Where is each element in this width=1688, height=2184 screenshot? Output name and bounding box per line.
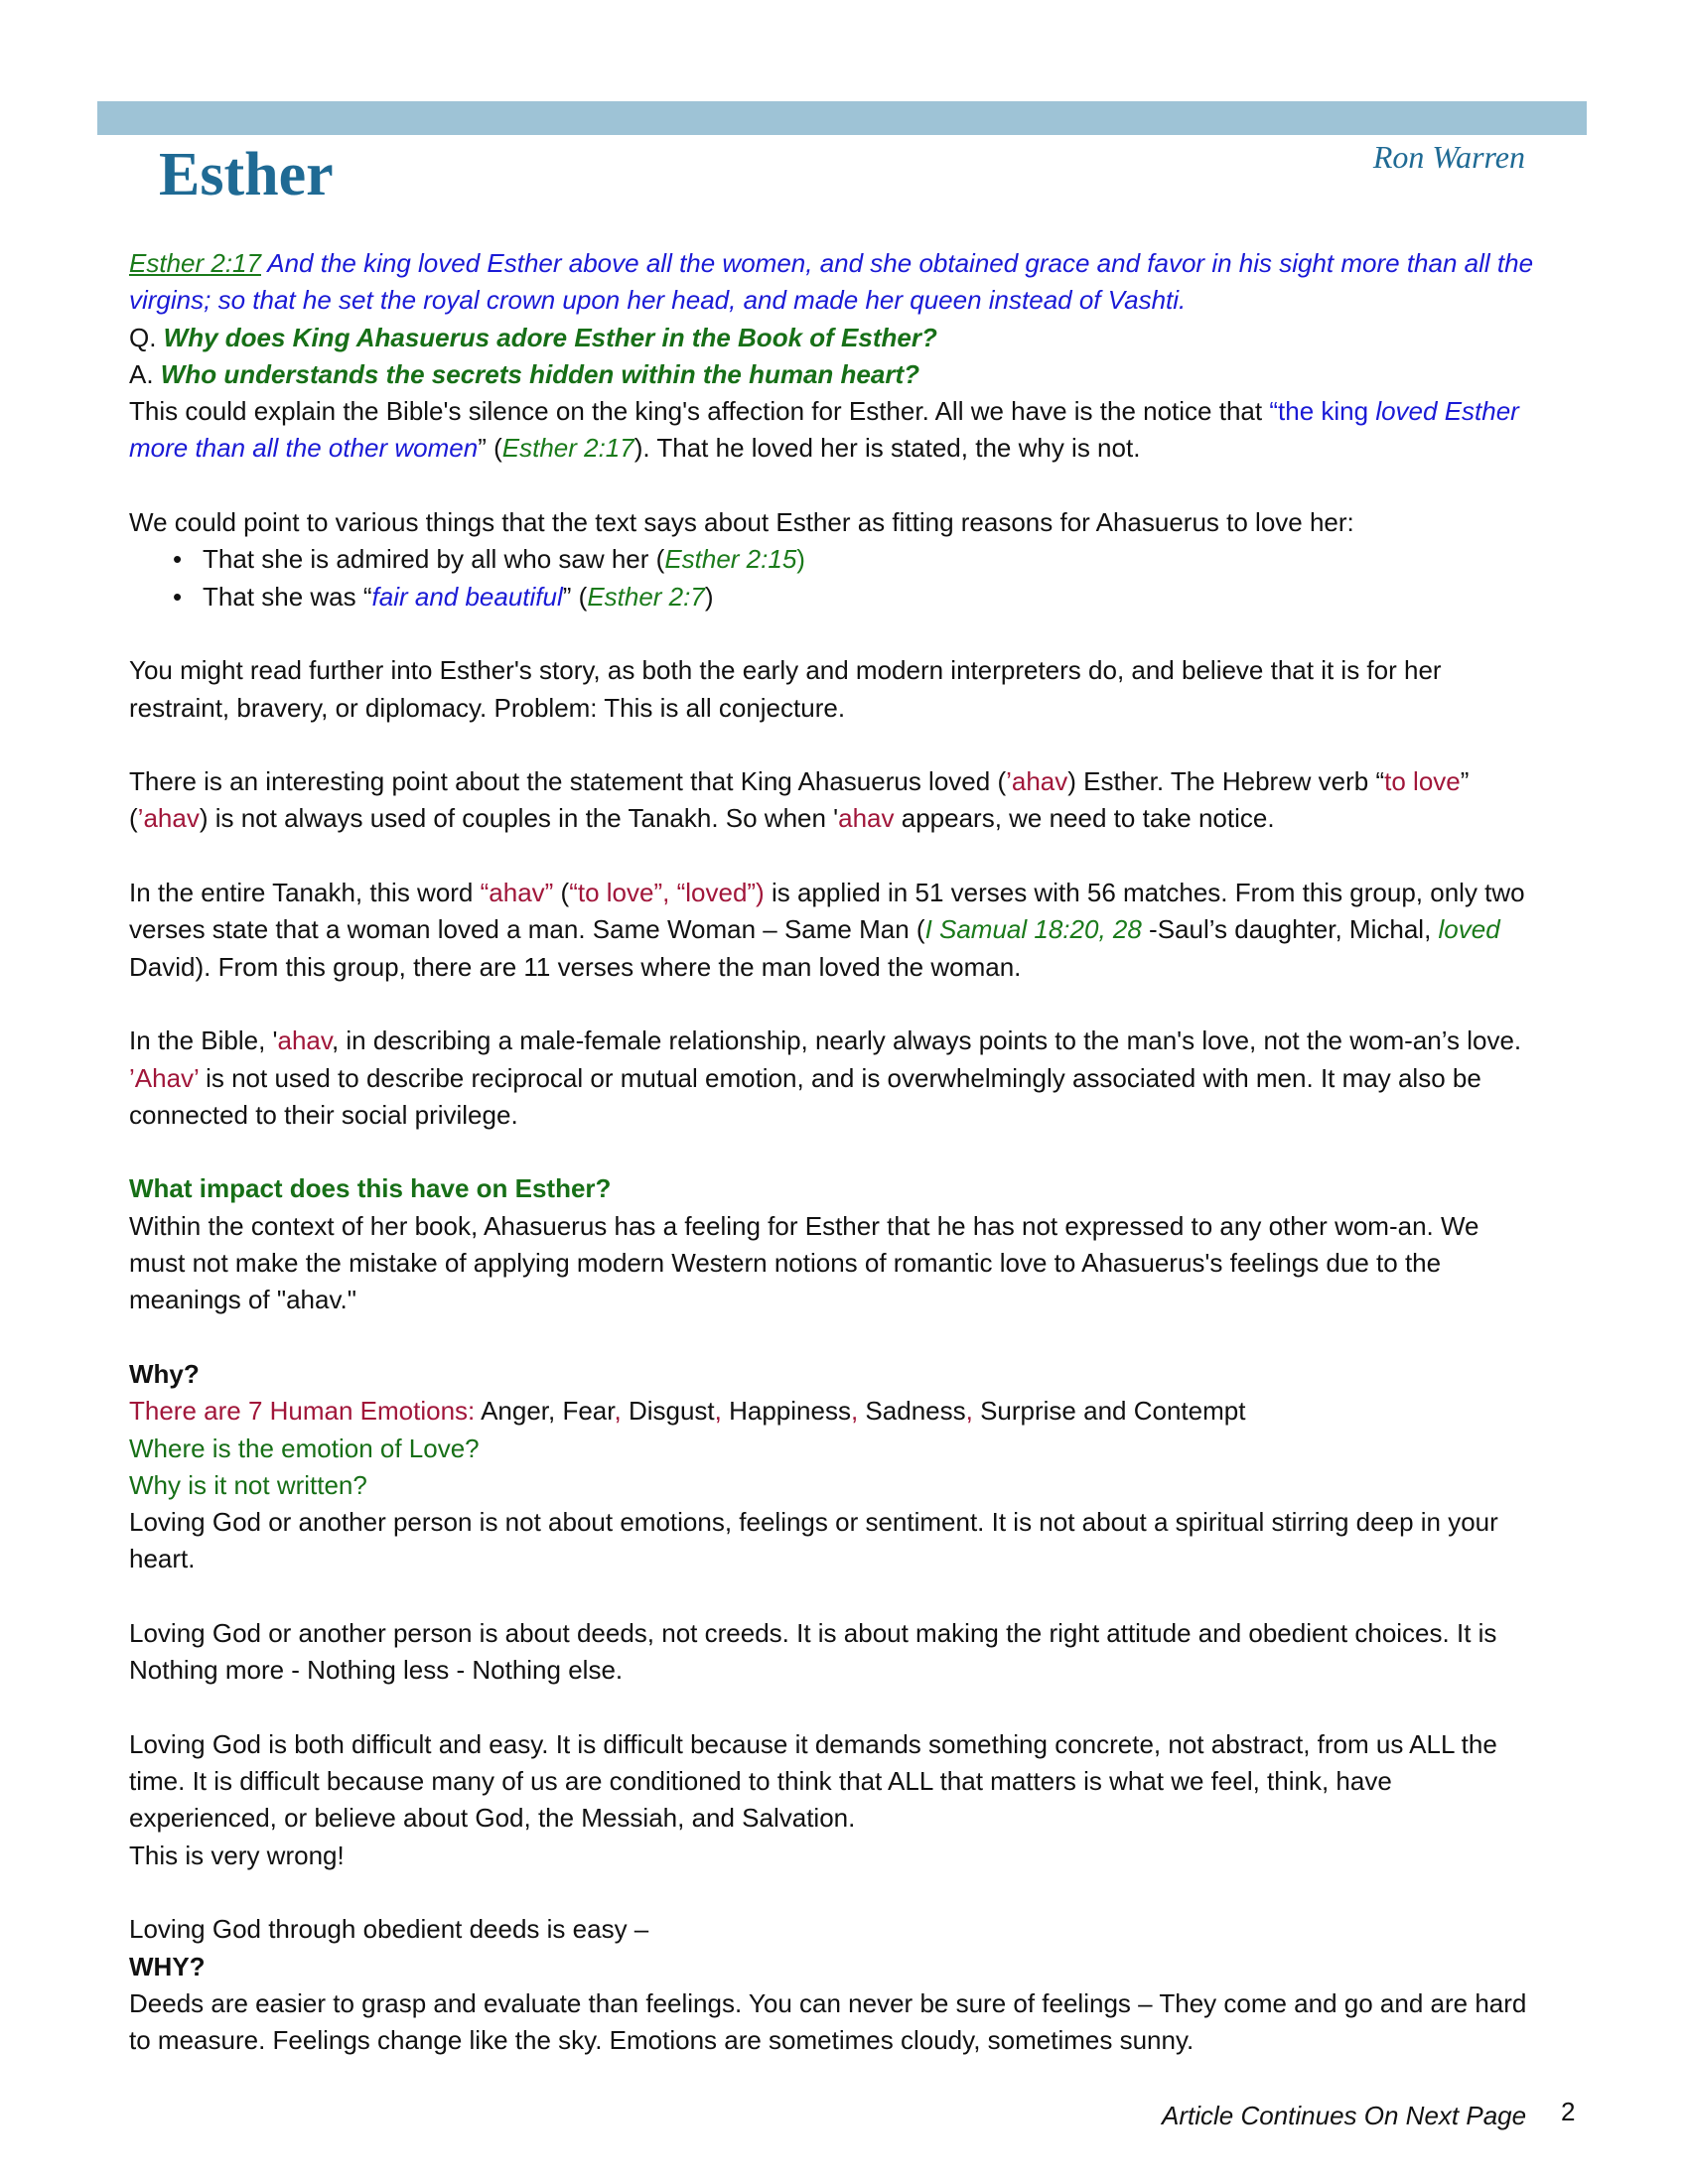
text-run: is not used to describe reciprocal or mutual emotion, and is overwhelmingly associated with men. It may also be connected to their social privilege. [129, 1062, 1481, 1130]
impact-heading: What impact does this have on Esther? [129, 1173, 612, 1204]
spacer [129, 468, 1539, 504]
quote-text-italic: loved Esther more than all the other women [129, 396, 1519, 464]
spacer [129, 1319, 1539, 1356]
text-run: ( [553, 878, 570, 908]
emotions-label: There are 7 Human Emotions: [129, 1396, 476, 1427]
text-run: , [850, 1396, 859, 1427]
text-run: is applied in 51 verses with 56 matches. From this group, only two verses state that a woman loved a man. Same Woman – Same Man ( [129, 878, 1525, 945]
text-run: , [965, 1396, 973, 1427]
article-body [129, 245, 1539, 2060]
text-run: ” ( [129, 766, 1470, 834]
quote-mark: “ [1269, 396, 1279, 427]
paragraph-impact: Within the context of her book, Ahasuerus has a feeling for Esther that he has not expressed to any other wom-an. We must not make the mistake of applying modern Western notions of romantic love to Ahasuerus's feelings due to the meanings of "ahav." [129, 1210, 1479, 1315]
author-name: Ron Warren [1372, 139, 1525, 175]
verse-reference: Esther 2:17 [129, 248, 261, 278]
spacer [129, 986, 1539, 1023]
spacer [129, 1690, 1539, 1726]
scripture-reference: Esther 2:17 [501, 433, 634, 464]
text-run: Disgust [621, 1396, 715, 1427]
paragraph-hebrew-verb [129, 763, 1539, 838]
answer-prefix: A. [129, 358, 161, 389]
spacer [129, 838, 1539, 875]
continue-note: Article Continues On Next Page [1162, 2101, 1527, 2130]
very-wrong-line: This is very wrong! [129, 1840, 345, 1870]
paragraph-reasons-intro: We could point to various things that the text says about Esther as fitting reasons for Ahasuerus to love her: [129, 507, 1354, 538]
hebrew-word: “to love”, “loved”) [569, 878, 765, 908]
text-run: , [714, 1396, 722, 1427]
emotions-line [129, 1393, 1539, 1430]
text-run: In the Bible, ' [129, 1025, 278, 1056]
text-run: , [614, 1396, 622, 1427]
scripture-reference: Esther 2:7 [587, 581, 705, 612]
emphasis-word: loved [1438, 914, 1500, 945]
paragraph-conjecture: You might read further into Esther's story, as both the early and modern interpreters do, and believe that it is for her restraint, bravery, or diplomacy. Problem: This is all conjecture. [129, 655, 1442, 723]
verse-text: And the king loved Esther above all the women, and she obtained grace and favor in his sight more than all the virgins; so that he set the royal crown upon her head, and made her queen instead of Vashti. [129, 248, 1534, 316]
answer-line [129, 356, 1539, 393]
text-run: Anger, Fear [475, 1396, 615, 1427]
text-run: This could explain the Bible's silence on the king's affection for Esther. All we have is the notice that [129, 396, 1270, 427]
spacer [129, 615, 1539, 652]
quote-text-italic: fair and beautiful [371, 581, 563, 612]
not-written-question: Why is it not written? [129, 1469, 367, 1500]
question-text: Why does King Ahasuerus adore Esther in the Book of Esther? [163, 322, 937, 352]
header-band [97, 101, 1587, 135]
spacer [129, 727, 1539, 763]
text-run: There is an interesting point about the statement that King Ahasuerus loved ( [129, 766, 1007, 797]
page-number: 2 [1561, 2097, 1576, 2126]
paragraph-not-emotions: Loving God or another person is not about emotions, feelings or sentiment. It is not about a spiritual stirring deep in your heart. [129, 1507, 1498, 1574]
why-caps-heading: WHY? [129, 1951, 206, 1981]
quote-text: the king [1278, 396, 1376, 427]
text-run: In the entire Tanakh, this word [129, 878, 481, 908]
scripture-reference: I Samual 18:20, 28 [924, 914, 1142, 945]
spacer [129, 1134, 1539, 1170]
why-heading: Why? [129, 1358, 200, 1389]
hebrew-word: ’ahav [137, 803, 200, 834]
text-run: appears, we need to take notice. [894, 803, 1275, 834]
hebrew-word: to love [1384, 766, 1461, 797]
page-title: Esther [159, 141, 334, 208]
text-run: ) is not always used of couples in the Tanakh. So when ' [199, 803, 839, 834]
paragraph-difficult-easy: Loving God is both difficult and easy. It is difficult because it demands something concrete, not abstract, from us ALL the time. It is difficult because many of us are conditioned to think that ALL that matters is what we feel, think, have experienced, or believe about God, the Messiah, and Salvation. [129, 1728, 1497, 1834]
hebrew-word: ahav [838, 803, 895, 834]
hebrew-word: ’Ahav’ [129, 1062, 199, 1093]
question-line [129, 320, 1539, 356]
spacer [129, 1874, 1539, 1911]
text-run: Sadness [858, 1396, 966, 1427]
paragraph-male-female [129, 1023, 1539, 1134]
scripture-reference: Esther 2:15 [664, 544, 797, 575]
text-run: ) Esther. The Hebrew verb “ [1067, 766, 1385, 797]
hebrew-word: ’ahav [1006, 766, 1068, 797]
verse-paragraph [129, 245, 1539, 320]
text-run: ). That he loved her is stated, the why is not. [633, 433, 1141, 464]
text-run: ” ( [478, 433, 502, 464]
text-run: David). From this group, there are 11 verses where the man loved the woman. [129, 951, 1022, 982]
paragraph-feelings: Deeds are easier to grasp and evaluate than feelings. You can never be sure of feelings – They come and go and are hard to measure. Feelings change like the sky. Emotions are sometimes cloudy, sometimes sunny. [129, 1987, 1527, 2056]
hebrew-word: “ahav” [480, 878, 554, 908]
text-run: -Saul’s daughter, Michal, [1141, 914, 1439, 945]
text-run: , in describing a male-female relationship, nearly always points to the man's love, not the wom-an’s love. [331, 1025, 1522, 1056]
spacer [129, 1578, 1539, 1615]
text-run: ) [796, 544, 805, 575]
text-run: ” ( [562, 581, 588, 612]
love-question: Where is the emotion of Love? [129, 1433, 480, 1463]
text-run: That she was “ [203, 581, 372, 612]
paragraph-tanakh-count [129, 875, 1539, 986]
question-prefix: Q. [129, 322, 164, 352]
answer-text: Who understands the secrets hidden within the human heart? [160, 358, 919, 389]
list-item [173, 579, 1539, 615]
list-item [173, 541, 1539, 578]
paragraph-silence [129, 393, 1539, 468]
text-run: Happiness [721, 1396, 851, 1427]
text-run: Surprise and Contempt [972, 1396, 1246, 1427]
reasons-list [129, 541, 1539, 615]
hebrew-word: ahav [277, 1025, 332, 1056]
text-run: ) [704, 581, 714, 612]
paragraph-deeds: Loving God or another person is about deeds, not creeds. It is about making the right attitude and obedient choices. It is Nothing more - Nothing less - Nothing else. [129, 1617, 1497, 1686]
text-run: That she is admired by all who saw her ( [203, 544, 665, 575]
obedient-deeds-line: Loving God through obedient deeds is easy – [129, 1914, 649, 1945]
